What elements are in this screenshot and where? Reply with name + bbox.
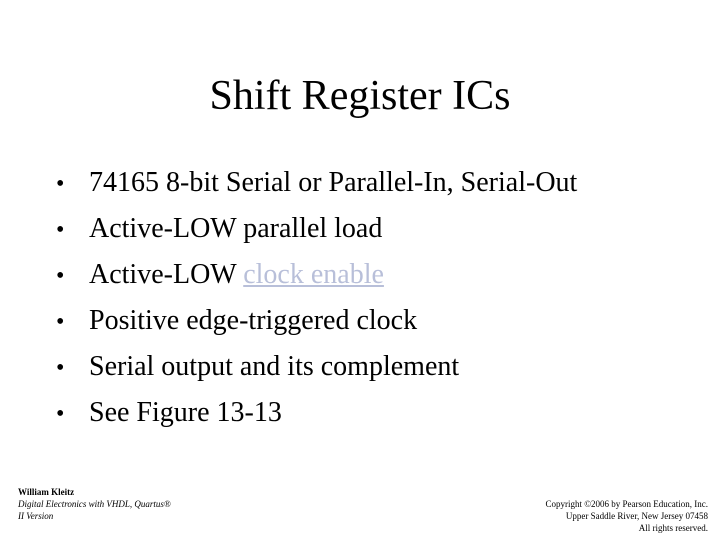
bullet-item — [56, 160, 706, 206]
bullet-marker: • — [56, 355, 65, 381]
copyright-line: Copyright ©2006 by Pearson Education, Inc. — [545, 499, 708, 509]
bullet-text: Positive edge-triggered clock — [89, 305, 418, 336]
footer-copyright — [508, 498, 708, 534]
bullet-item — [56, 206, 706, 252]
footer-book-title: Digital Electronics with VHDL, Quartus® — [18, 499, 171, 509]
bullet-text — [89, 252, 384, 298]
bullet-list — [56, 160, 706, 436]
copyright-rights: All rights reserved. — [638, 523, 708, 533]
copyright-address: Upper Saddle River, New Jersey 07458 — [565, 511, 708, 521]
bullet-marker: • — [56, 217, 65, 243]
clock-enable-link[interactable]: clock enable — [243, 259, 384, 290]
bullet-item — [56, 344, 706, 390]
footer-book-credit — [18, 486, 171, 522]
bullet-item — [56, 298, 706, 344]
bullet-marker: • — [56, 401, 65, 427]
bullet-text-prefix: Active-LOW — [89, 259, 244, 290]
footer-edition: II Version — [18, 511, 54, 521]
slide-title: Shift Register ICs — [209, 73, 511, 119]
bullet-item — [56, 390, 706, 436]
bullet-text: See Figure 13-13 — [89, 397, 282, 428]
bullet-marker: • — [56, 263, 65, 289]
bullet-text: Serial output and its complement — [89, 351, 460, 382]
footer-author: William Kleitz — [18, 487, 75, 497]
bullet-marker: • — [56, 171, 65, 197]
bullet-marker: • — [56, 309, 65, 335]
bullet-text: 74165 8-bit Serial or Parallel-In, Serial-Out — [89, 167, 578, 198]
bullet-text: Active-LOW parallel load — [89, 213, 383, 244]
bullet-item — [56, 252, 706, 298]
